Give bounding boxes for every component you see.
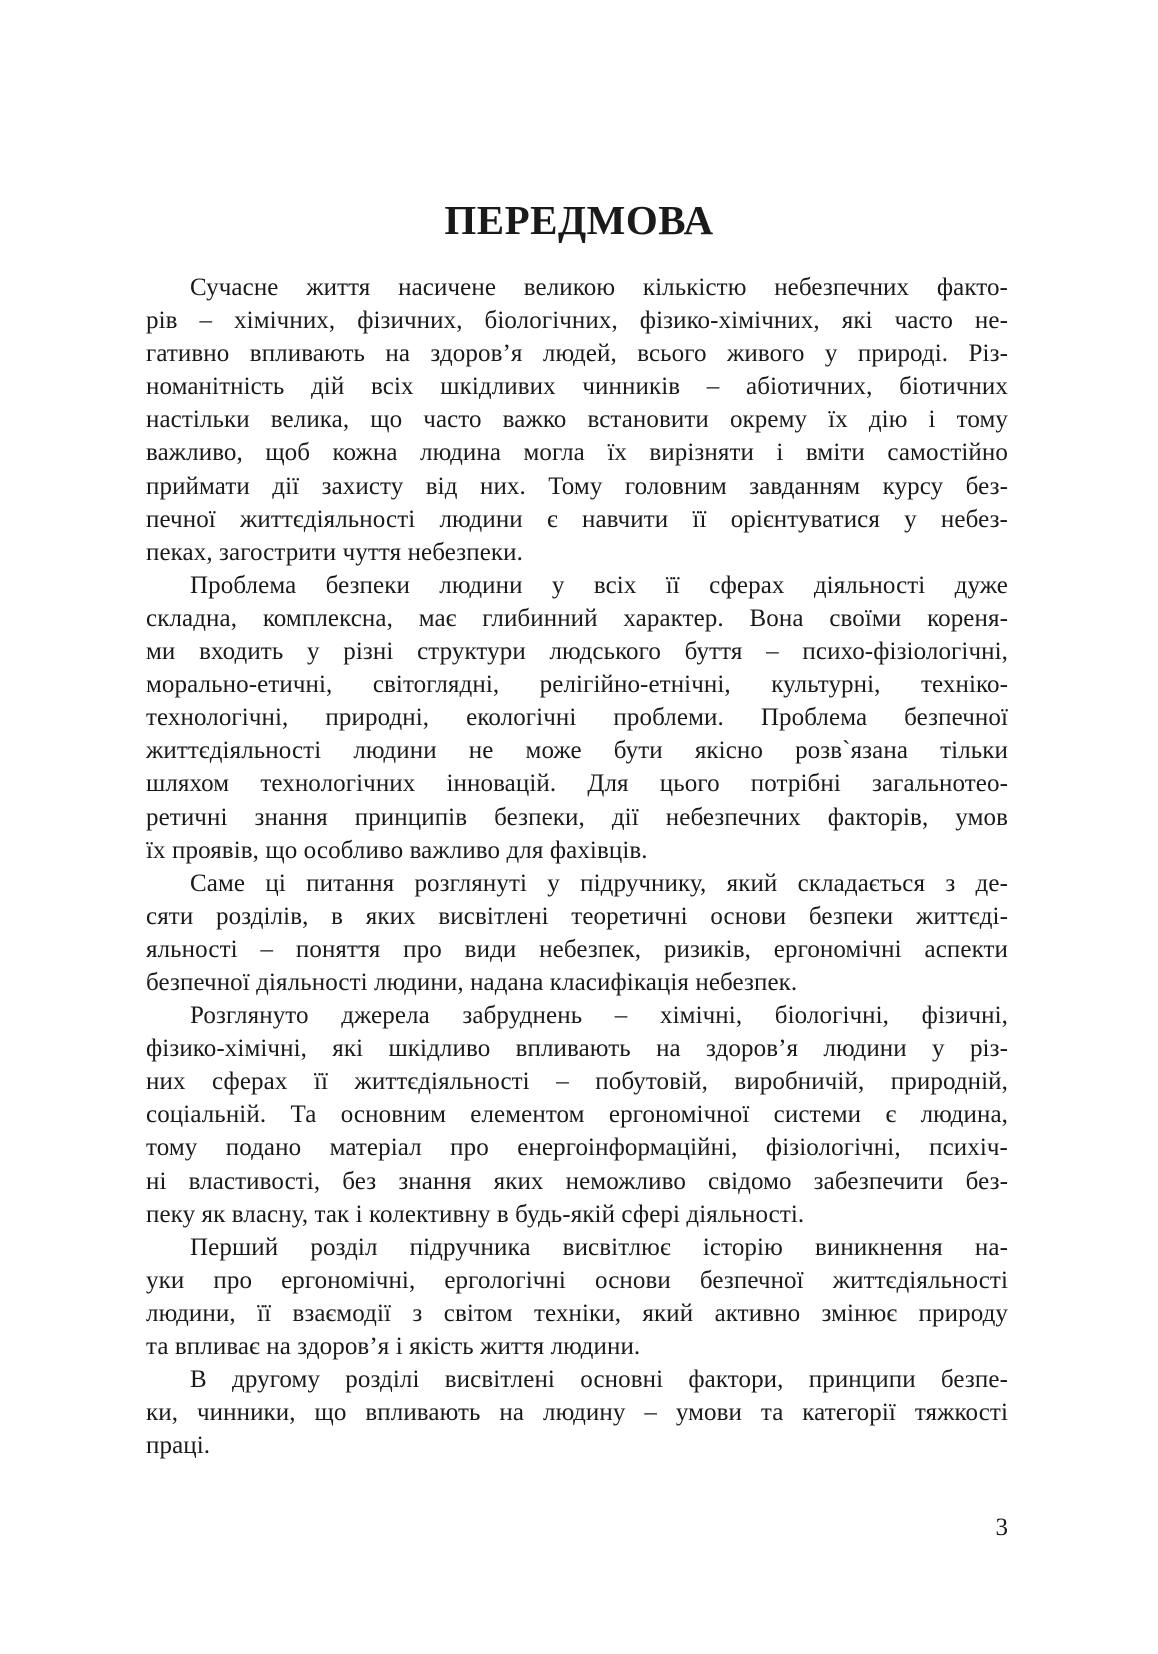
text-line: Саме ці питання розглянуті у підручнику, який складається з де- xyxy=(190,869,1008,897)
text-line: ні властивості, без знання яких неможливо свідомо забезпечити без- xyxy=(146,1167,1008,1195)
text-line: гативно впливають на здоров’я людей, всього живого у природі. Різ- xyxy=(146,340,1008,368)
text-line: настільки велика, що часто важко встановити окрему їх дію і тому xyxy=(146,406,1008,434)
text-line: ки, чинники, що впливають на людину – умови та категорії тяжкості xyxy=(146,1399,1008,1427)
text-line: шляхом технологічних інновацій. Для цього потрібні загальнотео- xyxy=(146,770,1008,798)
text-line: В другому розділі висвітлені основні фактори, принципи безпе- xyxy=(190,1366,1008,1394)
text-line: ми входить у різні структури людського буття – психо-фізіологічні, xyxy=(146,638,1008,666)
text-line: соціальній. Та основним елементом ергономічної системи є людина, xyxy=(146,1101,1008,1129)
text-line: яльності – поняття про види небезпек, ризиків, ергономічні аспекти xyxy=(146,935,1008,963)
text-line: сяти розділів, в яких висвітлені теоретичні основи безпеки життєді- xyxy=(146,902,1008,930)
text-line: Сучасне життя насичене великою кількістю небезпечних факто- xyxy=(190,274,1008,301)
page-title: ПЕРЕДМОВА xyxy=(444,197,714,243)
text-line: пеках, загострити чуття небезпеки. xyxy=(146,538,523,566)
text-line: Проблема безпеки людини у всіх її сферах діяльності дуже xyxy=(190,571,1008,599)
text-line: Розглянуто джерела забруднень – хімічні, біологічні, фізичні, xyxy=(190,1002,1008,1030)
preface-text xyxy=(146,271,1008,1462)
text-line: рів – хімічних, фізичних, біологічних, фізико-хімічних, які часто не- xyxy=(146,307,1008,335)
text-line: праці. xyxy=(146,1432,211,1460)
text-line: важливо, щоб кожна людина могла їх вирізняти і вміти самостійно xyxy=(146,439,1008,467)
text-line: уки про ергономічні, ергологічні основи безпечної життєдіяльності xyxy=(146,1266,1008,1294)
text-line: безпечної діяльності людини, надана класифікація небезпек. xyxy=(146,968,798,996)
text-line: технологічні, природні, екологічні проблеми. Проблема безпечної xyxy=(146,704,1008,732)
text-line: печної життєдіяльності людини є навчити її орієнтуватися у небез- xyxy=(146,505,1008,533)
text-line: тому подано матеріал про енергоінформаційні, фізіологічні, психіч- xyxy=(146,1134,1008,1162)
text-line: ретичні знання принципів безпеки, дії небезпечних факторів, умов xyxy=(146,803,1008,831)
text-line: Перший розділ підручника висвітлює історію виникнення на- xyxy=(190,1233,1008,1261)
text-line: та впливає на здоров’я і якість життя людини. xyxy=(146,1333,641,1360)
text-line: номанітність дій всіх шкідливих чинників – абіотичних, біотичних xyxy=(146,373,1008,401)
text-line: фізико-хімічні, які шкідливо впливають на здоров’я людини у різ- xyxy=(146,1035,1008,1063)
text-line: морально-етичні, світоглядні, релігійно-етнічні, культурні, технiко- xyxy=(146,671,1008,699)
page-number: 3 xyxy=(995,1514,1008,1541)
text-line: них сферах її життєдіяльності – побутовій, виробничій, природній, xyxy=(146,1068,1008,1096)
text-line: людини, її взаємодії з світом техніки, який активно змінює природу xyxy=(146,1299,1008,1327)
text-line: життєдіяльності людини не може бути якісно розв`язана тільки xyxy=(146,737,1008,765)
text-line: їх проявів, що особливо важливо для фахівців. xyxy=(146,836,648,864)
text-line: пеку як власну, так і колективну в будь-якій сфері діяльності. xyxy=(146,1200,805,1228)
text-line: приймати дії захисту від них. Тому головним завданням курсу без- xyxy=(146,472,1008,500)
text-line: складна, комплексна, має глибинний характер. Вона своїми кореня- xyxy=(146,604,1008,632)
